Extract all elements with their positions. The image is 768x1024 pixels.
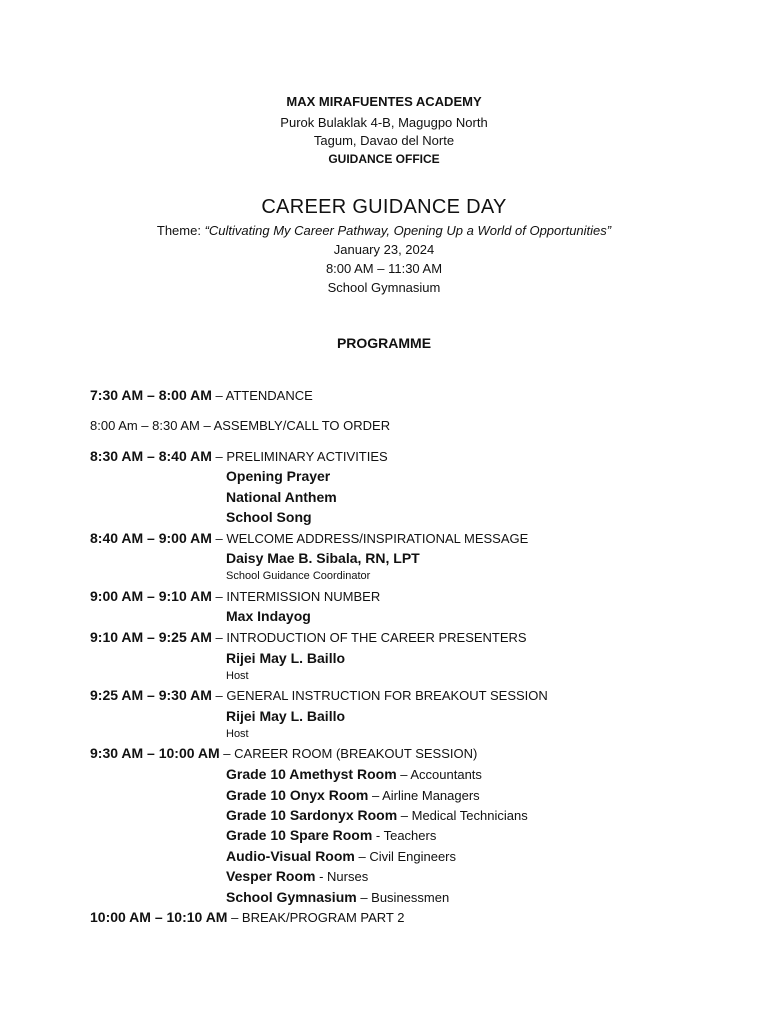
- sub-item: [226, 708, 345, 726]
- sub-item-name: Max Indayog: [226, 608, 311, 624]
- item-text: 8:00 Am – 8:30 AM – ASSEMBLY/CALL TO ORDER: [90, 418, 391, 433]
- sub-item-name: Grade 10 Onyx Room: [226, 787, 369, 803]
- sub-item-desc: – Accountants: [396, 767, 482, 782]
- sub-item-name: Rijei May L. Baillo: [226, 650, 346, 666]
- sub-item: [226, 766, 482, 784]
- sub-item: [226, 827, 436, 845]
- item-time: 7:30 AM – 8:00 AM: [90, 387, 212, 403]
- item-activity: – PRELIMINARY ACTIVITIES: [211, 449, 388, 464]
- school-name: MAX MIRAFUENTES ACADEMY: [286, 94, 482, 109]
- programme-item: [90, 687, 548, 703]
- programme-item: [90, 418, 390, 433]
- sub-item: [226, 848, 456, 866]
- sub-item-name: Grade 10 Spare Room: [226, 827, 373, 843]
- sub-item-name: National Anthem: [226, 489, 337, 505]
- event-date: January 23, 2024: [333, 242, 435, 257]
- sub-item-name: Opening Prayer: [226, 468, 331, 484]
- item-time: 8:40 AM – 9:00 AM: [90, 530, 212, 546]
- item-time: 10:00 AM – 10:10 AM: [90, 909, 228, 925]
- programme-item: [90, 530, 528, 546]
- sub-item: [226, 489, 337, 507]
- sub-item-name: Grade 10 Sardonyx Room: [226, 807, 398, 823]
- item-time: 8:30 AM – 8:40 AM: [90, 448, 212, 464]
- sub-item: [226, 787, 480, 805]
- programme-item: [90, 387, 313, 403]
- sub-item: [226, 807, 528, 825]
- programme-item: [90, 588, 380, 604]
- sub-item-desc: – Medical Technicians: [397, 808, 528, 823]
- item-time: 9:30 AM – 10:00 AM: [90, 745, 220, 761]
- programme-item: [90, 629, 527, 645]
- address-line-2: Tagum, Davao del Norte: [313, 133, 455, 148]
- programme-item: [90, 909, 404, 925]
- sub-item-note: Host: [226, 728, 249, 740]
- item-time: 9:00 AM – 9:10 AM: [90, 588, 212, 604]
- theme-text: “Cultivating My Career Pathway, Opening Up a World of Opportunities”: [204, 223, 612, 238]
- sub-item-desc: - Nurses: [315, 869, 369, 884]
- sub-item: [226, 608, 311, 626]
- sub-item-desc: – Businessmen: [356, 890, 450, 905]
- item-activity: – CAREER ROOM (BREAKOUT SESSION): [219, 746, 478, 761]
- item-activity: – INTRODUCTION OF THE CAREER PRESENTERS: [211, 630, 527, 645]
- item-activity: – GENERAL INSTRUCTION FOR BREAKOUT SESSION: [211, 688, 548, 703]
- sub-item-name: Grade 10 Amethyst Room: [226, 766, 397, 782]
- item-time: 9:25 AM – 9:30 AM: [90, 687, 212, 703]
- sub-item-name: Audio-Visual Room: [226, 848, 355, 864]
- programme-item: [90, 745, 477, 761]
- item-activity: – INTERMISSION NUMBER: [211, 589, 381, 604]
- sub-item-name: School Song: [226, 509, 312, 525]
- sub-item-name: School Gymnasium: [226, 889, 357, 905]
- sub-item-name: Vesper Room: [226, 868, 316, 884]
- programme-item: [90, 448, 388, 464]
- event-title: CAREER GUIDANCE DAY: [261, 196, 507, 218]
- sub-item-note: Host: [226, 670, 249, 682]
- item-activity: – ATTENDANCE: [211, 388, 313, 403]
- sub-item-desc: – Civil Engineers: [354, 849, 457, 864]
- item-activity: – WELCOME ADDRESS/INSPIRATIONAL MESSAGE: [211, 531, 529, 546]
- event-theme: [0, 223, 768, 238]
- item-time: 9:10 AM – 9:25 AM: [90, 629, 212, 645]
- sub-item-desc: - Teachers: [372, 828, 437, 843]
- sub-item: [226, 509, 312, 527]
- item-activity: – BREAK/PROGRAM PART 2: [227, 910, 405, 925]
- sub-item-note: School Guidance Coordinator: [226, 570, 371, 582]
- event-time: 8:00 AM – 11:30 AM: [325, 261, 443, 276]
- sub-item-name: Daisy Mae B. Sibala, RN, LPT: [226, 550, 420, 566]
- address-line-1: Purok Bulaklak 4-B, Magugpo North: [280, 115, 488, 130]
- office-name: GUIDANCE OFFICE: [328, 152, 440, 166]
- theme-label: Theme:: [156, 223, 205, 238]
- sub-item: [226, 468, 330, 486]
- sub-item: [226, 868, 368, 886]
- sub-item-desc: – Airline Managers: [368, 788, 480, 803]
- sub-item: [226, 889, 449, 907]
- event-venue: School Gymnasium: [327, 280, 441, 295]
- sub-item-name: Rijei May L. Baillo: [226, 708, 346, 724]
- sub-item: [226, 550, 420, 568]
- programme-heading: PROGRAMME: [336, 335, 432, 351]
- sub-item: [226, 650, 345, 668]
